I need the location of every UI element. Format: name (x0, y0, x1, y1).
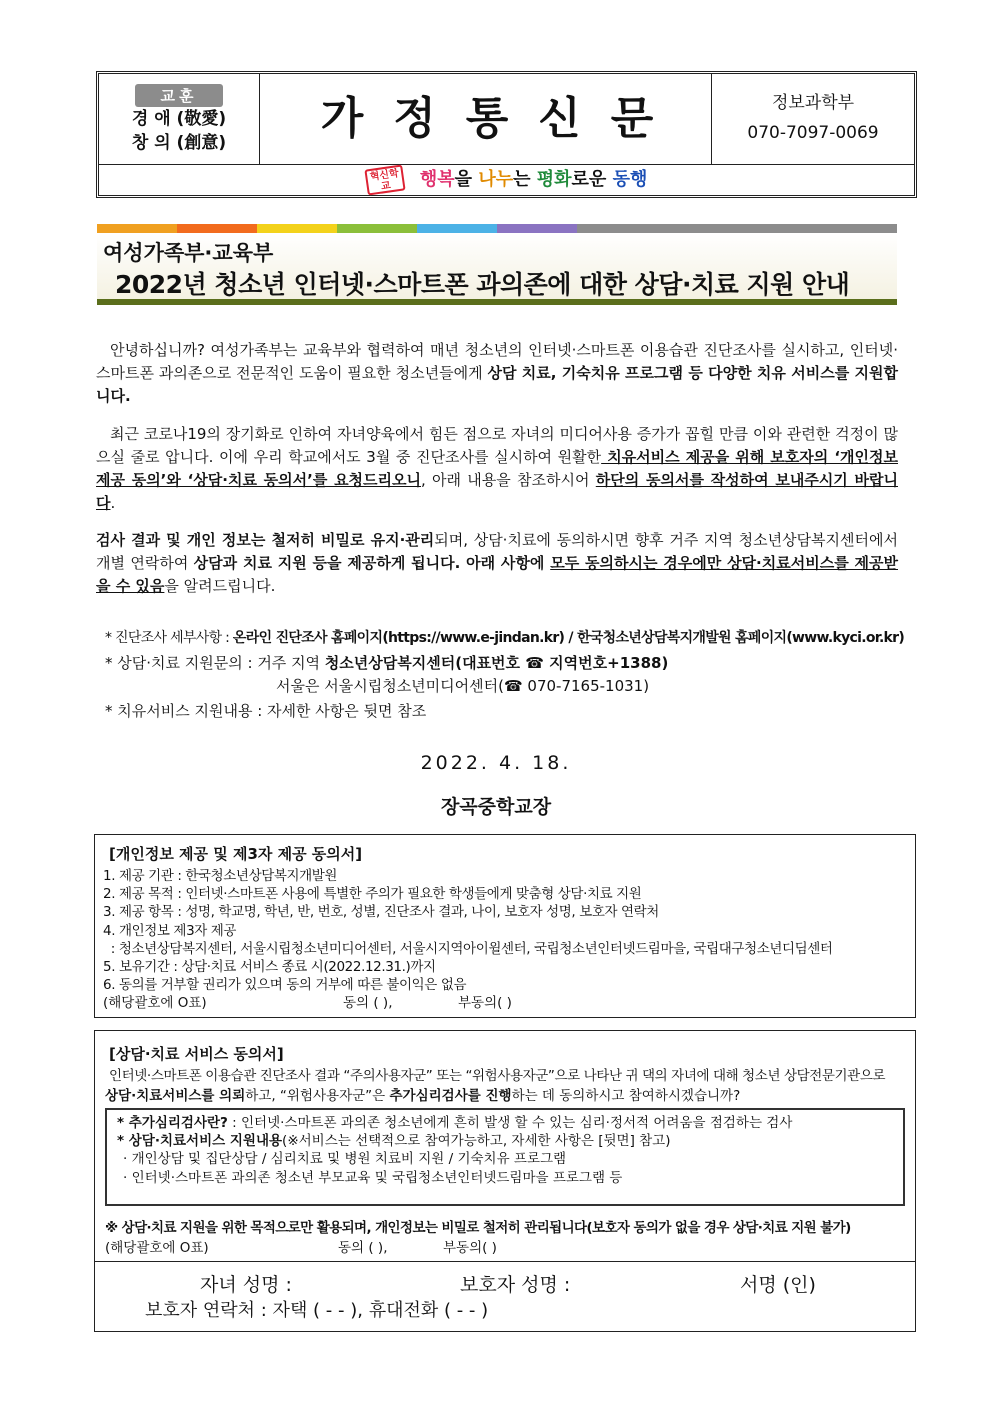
privacy-consent-choice (103, 994, 907, 1012)
issue-date: 2022. 4. 18. (420, 752, 572, 774)
department-name: 정보과학부 (771, 93, 855, 113)
paragraph-intro (96, 339, 898, 408)
color-strip-segment (177, 224, 257, 233)
innovation-school-badge: 혁신학교 (364, 164, 405, 195)
paragraph-privacy-c: 상담과 치료 지원 등을 제공하게 됩니다. 아래 사항에 (193, 554, 551, 572)
paragraph-intro-bold: 상담 치료, 기숙치유 프로그램 등 다양한 치유 서비스를 지원합니다. (96, 364, 898, 405)
info-extra-test-label: * 추가심리검사란? (117, 1115, 228, 1131)
paragraph-request-e: . (110, 494, 116, 512)
notice-header (96, 71, 917, 198)
color-strip-segment (257, 224, 337, 233)
color-strip-segment (417, 224, 497, 233)
school-motto (99, 74, 260, 164)
note-contact-seoul: 서울은 서울시립청소년미디어센터(☎ 070-7165-1031) (276, 677, 650, 695)
note-survey-label: * 진단조사 세부사항 : (105, 630, 233, 646)
paragraph-request-d: 하단의 동의서를 작성하여 보내주시기 바랍니다 (96, 471, 898, 512)
note-survey-details (105, 627, 904, 649)
color-strip-segment (97, 224, 177, 233)
counseling-consent-title: [상담·치료 서비스 동의서] (109, 1045, 284, 1063)
info-extra-test-desc: : 인터넷·스마트폰 과의존 청소년에게 흔히 발생 할 수 있는 심리·정서적 어려움을 점검하는 검사 (227, 1115, 793, 1131)
counseling-intro-2 (105, 1087, 740, 1105)
banner-organization: 여성가족부·교육부 (103, 241, 274, 265)
counseling-warning: ※ 상담·치료 지원을 위한 목적으로만 활용되며, 개인정보는 비밀로 철저히 관리됩니다(보호자 동의가 없을 경우 상담·치료 지원 불가) (105, 1220, 851, 1236)
counseling-disagree-box[interactable]: 부동의( ) (443, 1240, 497, 1256)
paragraph-privacy-d: 모두 동의하시는 경우에만 상담·치료서비스를 제공받을 수 있음 (96, 554, 898, 595)
privacy-consent-form (94, 834, 916, 1018)
privacy-consent-item: 5. 보유기간 : 상담·치료 서비스 종료 시(2022.12.31.)까지 (103, 959, 436, 976)
counseling-agree-box[interactable]: 동의 ( ), (338, 1240, 388, 1256)
counseling-intro-2c: 추가심리검사를 진행 (389, 1088, 512, 1104)
paragraph-privacy-b: 되며, 상담·치료에 동의하시면 향후 거주 지역 청소년상담복지센터에서 개별 연락하여 (96, 531, 898, 572)
school-slogan (99, 165, 914, 195)
counseling-intro-2d: 하는 데 동의하시고 참여하시겠습니까? (511, 1088, 741, 1104)
document-title: 가정통신문 (320, 93, 684, 144)
slogan-part-1: 을 (454, 169, 479, 190)
school-principal: 장곡중학교장 (440, 796, 552, 818)
counseling-intro-2b: 하고, “위험사용자군”은 (245, 1088, 390, 1104)
counseling-intro-2a: 상담·치료서비스를 의뢰 (105, 1088, 246, 1104)
color-strip-segment (337, 224, 417, 233)
slogan-part-6: 동행 (612, 169, 648, 190)
info-service-item-2: · 인터넷·스마트폰 과의존 청소년 부모교육 및 국립청소년인터넷드림마을 프로그램 등 (123, 1169, 623, 1186)
paragraph-privacy-a: 검사 결과 및 개인 정보는 철저히 비밀로 유지·관리 (96, 531, 435, 549)
slogan-text (420, 169, 647, 190)
note-contact-label: * 상담·치료 지원문의 : 거주 지역 (105, 654, 325, 672)
privacy-consent-item: 1. 제공 기관 : 한국청소년상담복지개발원 (103, 868, 338, 884)
privacy-consent-item: 3. 제공 항목 : 성명, 학교명, 학년, 반, 번호, 성별, 진단조사 결과, 나이, 보호자 성명, 보호자 연락처 (103, 904, 659, 921)
motto-badge: 교훈 (135, 84, 224, 107)
counseling-intro-1: 인터넷·스마트폰 이용습관 진단조사 결과 “주의사용자군” 또는 “위험사용자군”으로 나타난 귀 댁의 자녀에 대해 청소년 상담전문기관으로 (109, 1068, 886, 1084)
privacy-consent-title: [개인정보 제공 및 제3자 제공 동의서] (109, 845, 363, 863)
privacy-consent-item: 6. 동의를 거부할 권리가 있으며 동의 거부에 따른 불이익은 없음 (103, 977, 467, 994)
department-info (711, 74, 914, 164)
privacy-agree-box[interactable]: 동의 ( ), (343, 995, 393, 1012)
slogan-part-4: 평화 (536, 169, 572, 190)
info-extra-test (117, 1114, 893, 1132)
note-contact (105, 652, 668, 674)
note-survey-value: 온라인 진단조사 홈페이지(https://www.e-jindan.kr) / 한국청소년상담복지개발원 홈페이지(www.kyci.or.kr) (232, 630, 905, 646)
banner-underline (97, 299, 897, 305)
paragraph-privacy (96, 529, 898, 598)
slogan-part-0: 행복 (419, 169, 455, 190)
privacy-consent-items (103, 867, 907, 994)
counseling-consent-choice (105, 1239, 905, 1257)
paragraph-privacy-e: 을 알려드립니다. (164, 577, 276, 595)
banner-title: 2022년 청소년 인터넷·스마트폰 과의존에 대한 상담·치료 지원 안내 (115, 270, 850, 299)
header-top-row (99, 74, 914, 165)
paragraph-request-a: 최근 코로나19의 장기화로 인하여 자녀양육에서 힘든 점으로 자녀의 미디어사용 증가가 꼽힐 만큼 이와 관련한 걱정이 많으실 줄로 압니다. 이에 우리 학교에서도 3월 중 진단조사를 실시하여 원활한 (96, 425, 898, 466)
info-service-label: * 상담·치료서비스 지원내용 (117, 1133, 283, 1150)
department-phone: 070-7097-0069 (747, 123, 879, 143)
child-name-field[interactable]: 자녀 성명 : (200, 1274, 292, 1296)
color-strip-segment (657, 224, 737, 233)
title-banner (97, 233, 897, 301)
paragraph-request-b: 치유서비스 제공을 위해 보호자의 ‘개인정보 제공 동의’와 ‘상담·치료 동의서’를 요청드리오니 (96, 448, 898, 489)
color-strip (97, 224, 897, 233)
note-contact-value: 청소년상담복지센터(대표번호 ☎ 지역번호+1388) (324, 654, 669, 672)
slogan-part-5: 로운 (571, 169, 613, 190)
paragraph-intro-text: 안녕하십니까? 여성가족부는 교육부와 협력하여 매년 청소년의 인터넷·스마트폰 이용습관 진단조사를 실시하고, 인터넷·스마트폰 과의존으로 전문적인 도움이 필요한 청소년들에게 (96, 341, 898, 382)
info-service-content (117, 1132, 893, 1150)
motto-line-1: 경 애 (敬愛) (131, 109, 227, 129)
paragraph-request-c: , 아래 내용을 참조하시어 (421, 471, 596, 489)
motto-line-2: 창 의 (創意) (131, 133, 227, 153)
privacy-consent-item: : 청소년상담복지센터, 서울시립청소년미디어센터, 서울시지역아이윌센터, 국립청소년인터넷드림마을, 국립대구청소년디딤센터 (103, 940, 833, 957)
privacy-disagree-box[interactable]: 부동의( ) (458, 995, 512, 1012)
counseling-mark-hint: (해당괄호에 O표) (105, 1240, 209, 1256)
info-service-item-1: · 개인상담 및 집단상담 / 심리치료 및 병원 치료비 지원 / 기숙치유 프로그램 (123, 1151, 567, 1168)
color-strip-segment (497, 224, 577, 233)
signature-area (95, 1261, 915, 1331)
privacy-consent-item: 4. 개인정보 제3자 제공 (103, 922, 237, 939)
privacy-consent-item: 2. 제공 목적 : 인터넷·스마트폰 사용에 특별한 주의가 필요한 학생들에게 맞춤형 상담·치료 지원 (103, 886, 642, 903)
counseling-info-box (105, 1108, 905, 1206)
guardian-name-field[interactable]: 보호자 성명 : (460, 1274, 571, 1296)
slogan-part-2: 나누 (478, 169, 514, 190)
slogan-part-3: 는 (513, 169, 537, 190)
counseling-consent-form (94, 1030, 916, 1332)
guardian-contact-field[interactable]: 보호자 연락처 : 자택 ( - - ), 휴대전화 ( - - ) (145, 1300, 489, 1321)
paragraph-request (96, 423, 898, 515)
signature-field[interactable]: 서명 (인) (740, 1274, 816, 1296)
color-strip-segment (817, 224, 897, 233)
note-service: * 치유서비스 지원내용 : 자세한 사항은 뒷면 참조 (105, 702, 427, 720)
color-strip-segment (577, 224, 657, 233)
info-service-desc: (※서비스는 선택적으로 참여가능하고, 자세한 사항은 [뒷면] 참고) (282, 1133, 671, 1150)
color-strip-segment (737, 224, 817, 233)
privacy-mark-hint: (해당괄호에 O표) (103, 995, 207, 1012)
